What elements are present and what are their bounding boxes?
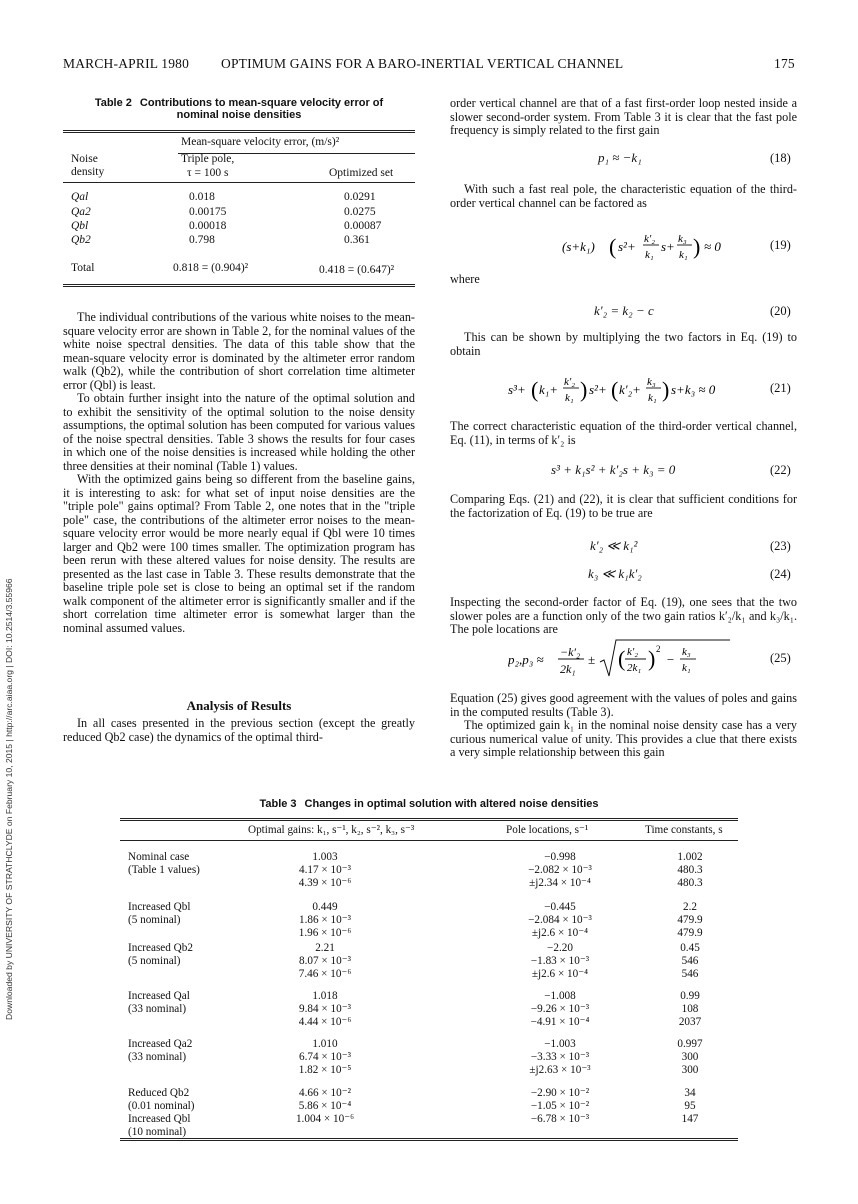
right-paragraph: The correct characteristic equation of the third-order vertical channel, Eq. (11), in terms of k′₂ is: [450, 419, 797, 447]
svg-text:): ): [693, 234, 701, 259]
where-label: where: [450, 272, 480, 286]
table3-time: 300: [681, 1051, 699, 1063]
equation-25: [508, 634, 738, 682]
table3-gain: 4.44 × 10⁻⁶: [298, 1016, 352, 1028]
table2-total-label: Total: [71, 262, 95, 274]
table3-case: Increased Qb2: [128, 942, 193, 954]
svg-text:k₁: k₁: [565, 392, 574, 404]
table2-row-name: Qal: [71, 191, 89, 203]
table3-pole: ±j2.6 × 10⁻⁴: [531, 927, 589, 939]
table3-case: Increased Qa2: [128, 1038, 193, 1050]
svg-text:s³+: s³+: [508, 382, 526, 397]
left-column-text: [63, 311, 415, 635]
right-paragraph: With such a fast real pole, the characteristic equation of the third-order vertical channel can be factored as: [450, 182, 797, 210]
table3-gain: 1.004 × 10⁻⁶: [295, 1113, 355, 1125]
table3-case-detail: (0.01 nominal): [128, 1100, 195, 1112]
equation-23-number: (23): [770, 539, 791, 553]
left-paragraph: The individual contributions of the various white noises to the mean-square velocity error are shown in Table 2, for the nominal values of the white noise spectral densities. The data of this table show that the mean-square velocity error is dominated by the altimeter error random walk (Qb2), while the contribution of short correlation time altimeter error (Qbl) is least.: [63, 310, 415, 392]
table3-time: 147: [681, 1113, 699, 1125]
svg-text:p₂,p₃ ≈: p₂,p₃ ≈: [508, 652, 544, 667]
table3-gain: 8.07 × 10⁻³: [299, 955, 351, 967]
svg-text:k₁: k₁: [645, 249, 654, 261]
svg-text:): ): [580, 377, 588, 402]
svg-text:k₁: k₁: [682, 662, 691, 674]
table3-case: Nominal case: [128, 851, 190, 863]
table2-total-triple: 0.818 = (0.904)²: [173, 262, 249, 274]
svg-text:(: (: [531, 377, 539, 402]
table3-case: Increased Qbl: [128, 1113, 191, 1125]
table3-time: 2.2: [683, 901, 697, 913]
right-paragraph-1: [450, 97, 797, 138]
table3-gain: 1.018: [312, 990, 338, 1002]
table2-row-opt: 0.0275: [344, 206, 376, 218]
table3-time: 2037: [678, 1016, 702, 1028]
table3-case: Reduced Qb2: [128, 1087, 190, 1099]
table3-pole: −1.05 × 10⁻²: [530, 1100, 590, 1112]
journal-date: MARCH-APRIL 1980: [63, 56, 190, 71]
svg-text:s²+: s²+: [618, 239, 636, 254]
table3: [120, 824, 738, 1164]
table3-case-detail: (10 nominal): [128, 1126, 187, 1138]
table2-col-noise-2: density: [71, 166, 105, 178]
svg-text:): ): [648, 646, 656, 671]
right-paragraph: The optimized gain k₁ in the nominal noise density case has a very curious numerical value of unity. This provides a clue that there exists a very simple relationship between this gain: [450, 718, 797, 759]
table3-pole: −9.26 × 10⁻³: [530, 1003, 590, 1015]
table2-row-triple: 0.00175: [189, 206, 227, 218]
svg-text:k₃: k₃: [682, 646, 691, 658]
right-paragraph: order vertical channel are that of a fast first-order loop nested inside a slower second-order system. From Table 3 it is clear that the fast pole frequency is simply related to the first gain: [450, 96, 797, 137]
table2: [63, 136, 415, 306]
table2-row-name: Qb2: [71, 234, 91, 246]
right-paragraph: Inspecting the second-order factor of Eq. (19), one sees that the two slower poles are a function only of the two gain ratios k′₂/k₁ and k₃/k₁. The pole locations are: [450, 595, 797, 636]
svg-text:−: −: [666, 652, 675, 667]
table3-pole: ±j2.63 × 10⁻³: [529, 1064, 591, 1076]
table2-top-rule: [63, 130, 415, 133]
svg-text:2: 2: [656, 644, 661, 654]
table3-pole: −1.003: [544, 1038, 576, 1050]
table3-gain: 4.17 × 10⁻³: [299, 864, 351, 876]
right-paragraph: This can be shown by multiplying the two factors in Eq. (19) to obtain: [450, 330, 797, 358]
table3-gain: 2.21: [315, 942, 335, 954]
table3-case-detail: (Table 1 values): [128, 864, 200, 876]
table3-time: 479.9: [677, 927, 703, 939]
table3-pole: ±j2.34 × 10⁻⁴: [529, 877, 591, 889]
table2-total-opt: 0.418 = (0.647)²: [319, 264, 395, 276]
svg-text:s+k₃ ≈ 0: s+k₃ ≈ 0: [671, 382, 716, 397]
equation-20-number: (20): [770, 304, 791, 318]
equation-22: s³ + k₁s² + k′₂s + k₃ = 0: [551, 462, 676, 477]
table3-label: Table 3: [259, 798, 297, 810]
svg-text:k₁: k₁: [679, 249, 688, 261]
table3-gain: 9.84 × 10⁻³: [299, 1003, 351, 1015]
equation-21: [508, 367, 758, 411]
equation-20: k′₂ = k₂ − c: [594, 303, 654, 318]
table3-time: 108: [681, 1003, 699, 1015]
svg-text:k′₂: k′₂: [644, 233, 656, 245]
table3-col-time: Time constants, s: [645, 824, 723, 836]
table2-row-triple: 0.00018: [189, 220, 227, 232]
table3-gain: 1.86 × 10⁻³: [299, 914, 351, 926]
svg-text:2k₁: 2k₁: [627, 662, 642, 674]
right-paragraph: Comparing Eqs. (21) and (22), it is clear that sufficient conditions for the factorization of Eq. (19) to be true are: [450, 492, 797, 520]
table2-row-name: Qa2: [71, 206, 91, 218]
right-paragraph-3: [450, 331, 797, 358]
table3-time: 0.997: [677, 1038, 703, 1050]
svg-text:k₁: k₁: [648, 392, 657, 404]
left-paragraph: To obtain further insight into the nature of the optimal solution and to exhibit the sensitivity of the optimal solution to the noise density assumptions, the optimal solution has been computed for various values of the noise spectral densities. Table 3 shows the results for four cases in which one of the noise densities is increased while holding the other three densities at their nominal (Table 1) values.: [63, 391, 415, 473]
svg-text:s+: s+: [661, 239, 675, 254]
table3-case-detail: (5 nominal): [128, 914, 181, 926]
table3-case-detail: (33 nominal): [128, 1003, 187, 1015]
table2-row-name: Qbl: [71, 220, 89, 232]
table2-col-triple-1: Triple pole,: [181, 153, 235, 165]
svg-text:2k₁: 2k₁: [560, 662, 576, 676]
right-paragraph-5: [450, 493, 797, 520]
table3-pole: −0.998: [544, 851, 576, 863]
left-paragraph: In all cases presented in the previous section (except the greatly reduced Qb2 case) the dynamics of the optimal third-: [63, 716, 415, 744]
table3-time: 0.45: [680, 942, 700, 954]
svg-text:(: (: [609, 234, 617, 259]
table3-top-rule: [120, 818, 738, 821]
table3-col-gains: Optimal gains: k₁, s⁻¹, k₂, s⁻², k₃, s⁻³: [248, 824, 415, 836]
table3-gain: 5.86 × 10⁻⁴: [298, 1100, 352, 1112]
right-paragraph: Equation (25) gives good agreement with the values of poles and gains in the computed results (Table 3).: [450, 691, 797, 719]
svg-text:(s+k₁): (s+k₁): [562, 239, 595, 254]
table2-label: Table 2: [94, 97, 132, 109]
equation-21-number: (21): [770, 381, 791, 395]
table3-pole: −0.445: [544, 901, 576, 913]
download-note-text: Downloaded by UNIVERSITY OF STRATHCLYDE on February 10, 2015 | http://arc.aiaa.org | DOI: 10.2514/3.55966: [4, 578, 14, 1020]
equation-18-number: (18): [770, 151, 791, 165]
table3-case: Increased Qal: [128, 990, 190, 1002]
table3-gain: 1.003: [312, 851, 338, 863]
table3-time: 34: [684, 1087, 696, 1099]
table3-gain: 7.46 × 10⁻⁶: [298, 968, 352, 980]
svg-text:k′₂+: k′₂+: [619, 382, 641, 397]
svg-text:(: (: [611, 377, 619, 402]
table3-case-detail: (33 nominal): [128, 1051, 187, 1063]
download-watermark: [4, 300, 16, 1020]
right-paragraph-2: [450, 183, 797, 210]
table3-gain: 6.74 × 10⁻³: [299, 1051, 351, 1063]
table3-gain: 1.010: [312, 1038, 338, 1050]
svg-text:k₃: k₃: [647, 376, 656, 388]
table3-pole: −4.91 × 10⁻⁴: [530, 1016, 590, 1028]
table3-header-rule: [120, 840, 738, 841]
table3-case-detail: (5 nominal): [128, 955, 181, 967]
table3-pole: −6.78 × 10⁻³: [530, 1113, 590, 1125]
left-column-text-end: [63, 717, 415, 744]
table3-time: 300: [681, 1064, 699, 1076]
table2-row-triple: 0.018: [189, 191, 215, 203]
table3-bottom-rule: [120, 1138, 738, 1141]
table3-title: Changes in optimal solution with altered noise densities: [304, 798, 599, 810]
table3-case: Increased Qbl: [128, 901, 191, 913]
svg-text:k′₂: k′₂: [564, 376, 576, 388]
right-paragraph-7: [450, 692, 797, 760]
table3-pole: −3.33 × 10⁻³: [530, 1051, 590, 1063]
svg-text:k′₂: k′₂: [627, 646, 639, 658]
table3-col-poles: Pole locations, s⁻¹: [506, 824, 589, 836]
table3-gain: 0.449: [312, 901, 338, 913]
table2-col-opt: Optimized set: [329, 167, 394, 179]
equation-25-number: (25): [770, 651, 791, 665]
table2-row-triple: 0.798: [189, 234, 215, 246]
section-heading: Analysis of Results: [186, 698, 292, 713]
table3-pole: −2.084 × 10⁻³: [528, 914, 592, 926]
svg-text:k₃: k₃: [678, 233, 687, 245]
table3-gain: 1.96 × 10⁻⁶: [298, 927, 352, 939]
left-paragraph: With the optimized gains being so different from the baseline gains, it is interesting to ask: for what set of input noise densities are the "triple pole" gains optimal? From Table 2, one notes that in the "triple pole" case, the contributions of the altimeter error noises to the mean-square velocity error would be more nearly equal if Qbl were 10 times larger and Qb2 were 100 times smaller. The optimization program has been rerun with these altered values for noise density. The results are presented as the last case in Table 3. These results demonstrate that the baseline triple pole set is close to being an optimal set if the random walk component of the altimeter error is significantly smaller and if the short correlation time altimeter error is somewhat larger than the nominal assumed values.: [63, 472, 415, 635]
svg-text:k₁+: k₁+: [539, 382, 559, 397]
svg-text:≈ 0: ≈ 0: [704, 239, 721, 254]
table3-time: 95: [684, 1100, 696, 1112]
equation-22-number: (22): [770, 463, 791, 477]
equation-19: [562, 224, 742, 268]
equation-18: p₁ ≈ −k₁: [598, 150, 642, 165]
table2-title-line2: nominal noise densities: [176, 109, 302, 121]
svg-text:s²+: s²+: [589, 382, 607, 397]
table2-title-line1: Contributions to mean-square velocity error of: [139, 97, 384, 109]
table3-pole: −2.082 × 10⁻³: [528, 864, 592, 876]
table3-time: 480.3: [677, 877, 703, 889]
table2-col-noise-1: Noise: [71, 153, 98, 165]
table3-pole: ±j2.6 × 10⁻⁴: [531, 968, 589, 980]
page-number: 175: [774, 56, 795, 71]
svg-text:−k′₂: −k′₂: [560, 645, 581, 659]
table2-header-rule: [63, 182, 415, 183]
table2-col-group: Mean-square velocity error, (m/s)²: [181, 136, 340, 148]
right-paragraph-4: [450, 420, 797, 447]
svg-text:±: ±: [588, 652, 596, 667]
svg-text:(: (: [618, 646, 626, 671]
equation-24-number: (24): [770, 567, 791, 581]
table2-row-opt: 0.00087: [344, 220, 382, 232]
table3-gain: 4.39 × 10⁻⁶: [298, 877, 352, 889]
table2-bottom-rule: [63, 284, 415, 287]
table3-time: 480.3: [677, 864, 703, 876]
table3-gain: 4.66 × 10⁻²: [299, 1087, 351, 1099]
table2-caption: [63, 97, 415, 121]
table2-row-opt: 0.361: [344, 234, 370, 246]
table3-time: 479.9: [677, 914, 703, 926]
table3-pole: −1.008: [544, 990, 576, 1002]
running-title: OPTIMUM GAINS FOR A BARO-INERTIAL VERTICAL CHANNEL: [221, 56, 624, 71]
right-paragraph-6: [450, 596, 797, 637]
table2-col-triple-2: τ = 100 s: [187, 167, 229, 179]
table3-pole: −1.83 × 10⁻³: [530, 955, 590, 967]
table3-time: 1.002: [677, 851, 703, 863]
svg-text:): ): [662, 377, 670, 402]
table2-row-opt: 0.0291: [344, 191, 376, 203]
equation-19-number: (19): [770, 238, 791, 252]
equation-24: k₃ ≪ k₁k′₂: [588, 566, 642, 581]
table3-caption: [120, 798, 738, 810]
table3-pole: −2.20: [547, 942, 573, 954]
equation-23: k′₂ ≪ k₁²: [590, 538, 638, 553]
table3-time: 546: [681, 955, 699, 967]
table3-gain: 1.82 × 10⁻⁵: [298, 1064, 352, 1076]
table3-time: 0.99: [680, 990, 700, 1002]
table3-pole: −2.90 × 10⁻²: [530, 1087, 590, 1099]
table3-time: 546: [681, 968, 699, 980]
